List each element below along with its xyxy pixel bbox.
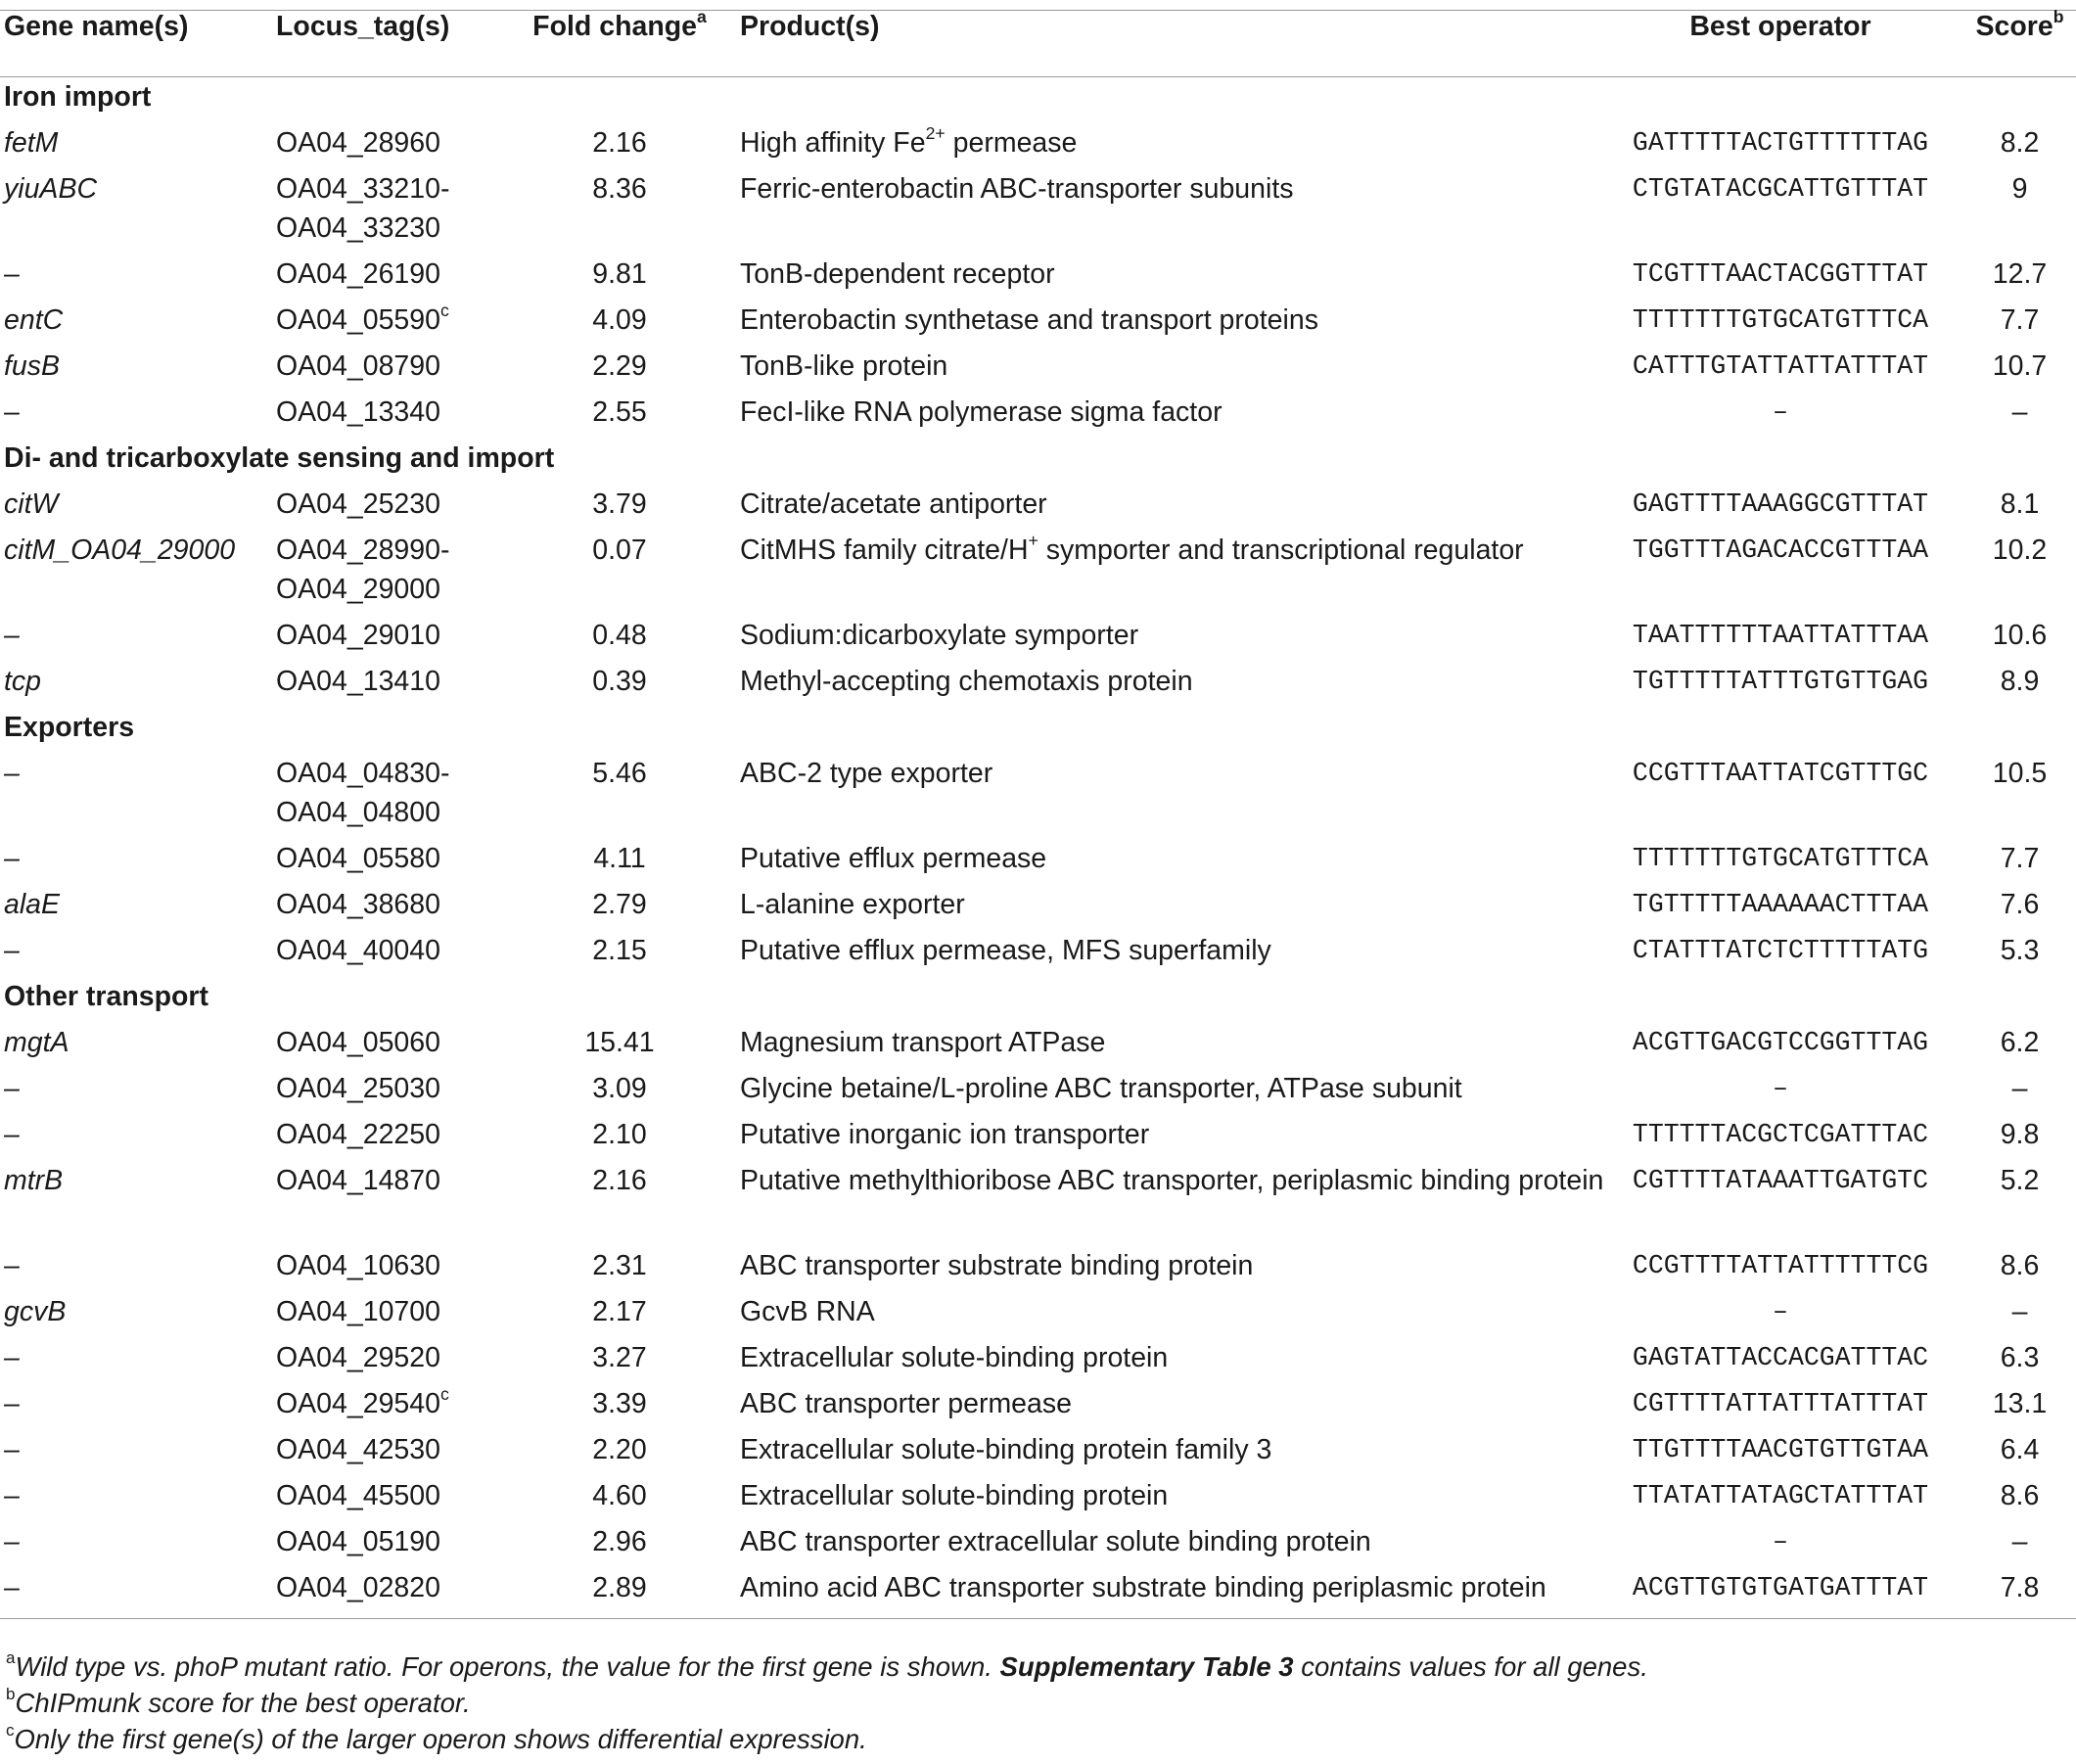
locus-tag: OA04_45500 — [276, 1480, 440, 1511]
best-operator-cell: – — [1773, 1074, 1788, 1103]
locus-tag: OA04_13410 — [276, 666, 440, 697]
gene-name-cell: – — [4, 620, 20, 651]
gene-name-cell: fetM — [4, 127, 59, 159]
product-text: Magnesium transport ATPase — [740, 1027, 1106, 1058]
locus-tag-cell — [272, 1292, 503, 1338]
fold-change-cell: 4.60 — [592, 1480, 647, 1511]
best-operator-cell: TCGTTTAACTACGGTTTAT — [1632, 259, 1929, 289]
table-row — [0, 1161, 2076, 1246]
score-cell: 12.7 — [1992, 258, 2048, 290]
footnote-b: $^b$ChIPmunk score for the best operator. — [6, 1685, 471, 1718]
score-cell: 7.7 — [2000, 843, 2040, 874]
locus-tag: OA04_14870 — [276, 1165, 440, 1196]
product-text-rest: symporter and transcriptional regulator — [1038, 534, 1524, 566]
fold-change-cell: 2.89 — [503, 1568, 736, 1619]
header-gene: Gene name(s) — [0, 11, 272, 77]
product-cell — [736, 1384, 1597, 1430]
table-row — [0, 485, 2076, 531]
product-cell — [736, 1430, 1597, 1476]
product-cell — [736, 1522, 1597, 1568]
fold-change-cell: 2.16 — [592, 127, 647, 159]
score-cell: 7.6 — [2000, 889, 2040, 920]
best-operator-cell: CATTTGTATTATTATTTAT — [1632, 351, 1929, 381]
gene-name-cell: citM_OA04_29000 — [4, 534, 236, 566]
fold-change-cell: 2.17 — [592, 1296, 647, 1327]
best-operator-cell: – — [1773, 397, 1788, 427]
table-row — [0, 839, 2076, 885]
locus-tag: OA04_33210- — [276, 173, 450, 205]
best-operator-cell: TGTTTTTATTTGTGTTGAG — [1632, 667, 1929, 696]
locus-tag: OA04_29540 — [276, 1388, 440, 1419]
best-operator-cell: CCGTTTTATTATTTTTTCG — [1632, 1251, 1929, 1280]
table-row — [0, 1246, 2076, 1292]
locus-tag: OA04_25030 — [276, 1073, 440, 1104]
best-operator-cell: TGGTTTAGACACCGTTTAA — [1632, 535, 1929, 565]
locus-tag-cell — [272, 1568, 503, 1619]
locus-tag-cell — [272, 1161, 503, 1246]
table-row — [0, 393, 2076, 439]
locus-footnote-mark: c — [439, 300, 449, 320]
locus-tag: OA04_05060 — [276, 1027, 440, 1058]
locus-tag-cell — [272, 485, 503, 531]
table-row — [0, 1115, 2076, 1161]
locus-tag-end: OA04_29000 — [276, 574, 440, 605]
locus-tag: OA04_22250 — [276, 1119, 440, 1150]
best-operator-cell: TGTTTTTAAAAAACTTTAA — [1632, 890, 1929, 919]
fold-change-cell: 3.39 — [592, 1388, 647, 1419]
footnote-c: $^c$Only the first gene(s) of the larger operon shows differential expression. — [6, 1721, 867, 1754]
gene-name-cell: – — [4, 758, 20, 789]
locus-tag-cell — [272, 393, 503, 439]
product-cell — [736, 885, 1597, 931]
table-row — [0, 616, 2076, 662]
footnote-a: $^a$Wild type vs. phoP mutant ratio. For operons, the value for the first gene is shown. Supplementary Table 3 contains values for all genes. — [6, 1648, 1648, 1682]
product-text-rest: permease — [945, 127, 1078, 159]
product-text: Citrate/acetate antiporter — [740, 488, 1047, 520]
locus-tag: OA04_08790 — [276, 350, 440, 382]
score-cell: 5.2 — [2000, 1165, 2040, 1196]
best-operator-cell: TTGTTTTAACGTGTTGTAA — [1632, 1435, 1929, 1464]
gene-name-cell: – — [4, 258, 20, 290]
score-cell: 5.3 — [2000, 935, 2040, 966]
locus-tag: OA04_05190 — [276, 1526, 440, 1557]
score-cell: 8.1 — [2000, 488, 2040, 520]
operon-table — [0, 6, 2076, 1619]
fold-change-cell: 0.48 — [592, 620, 647, 651]
locus-tag-cell — [272, 123, 503, 169]
table-row — [0, 754, 2076, 839]
product-cell — [736, 1292, 1597, 1338]
header-score-footnote-mark: b — [2053, 6, 2064, 26]
product-text: ABC transporter substrate binding protein — [740, 1250, 1254, 1281]
fold-change-cell: 0.07 — [592, 534, 647, 566]
best-operator-cell: CCGTTTAATTATCGTTTGC — [1632, 759, 1929, 788]
product-text: ABC-2 type exporter — [740, 758, 993, 789]
locus-tag-cell — [272, 754, 503, 839]
fold-change-cell: 2.10 — [592, 1119, 647, 1150]
score-cell: 10.6 — [1992, 620, 2048, 651]
header-fold-change: Fold change$^a$ — [503, 11, 736, 77]
table-row — [0, 1069, 2076, 1115]
fold-change-cell: 2.79 — [592, 889, 647, 920]
score-cell: 10.5 — [1992, 758, 2048, 789]
gene-name-cell: alaE — [4, 889, 61, 920]
gene-name-cell: – — [4, 1073, 20, 1104]
product-cell — [736, 531, 1597, 616]
score-cell: – — [2011, 1526, 2028, 1557]
product-cell — [736, 1338, 1597, 1384]
locus-tag: OA04_26190 — [276, 258, 440, 290]
table-row — [0, 1023, 2076, 1069]
gene-name-cell: – — [4, 1480, 20, 1511]
product-cell — [736, 754, 1597, 839]
product-text: Putative methylthioribose ABC transporter, periplasmic binding protein — [740, 1165, 1604, 1196]
table-row — [0, 1522, 2076, 1568]
product-cell — [736, 1246, 1597, 1292]
table-row — [0, 1384, 2076, 1430]
locus-tag-cell — [272, 1246, 503, 1292]
best-operator-cell: GATTTTTACTGTTTTTTAG — [1632, 128, 1929, 158]
product-cell — [736, 301, 1597, 347]
score-cell: 7.8 — [1963, 1568, 2076, 1619]
product-cell — [736, 1069, 1597, 1115]
product-cell — [736, 393, 1597, 439]
table-body — [0, 77, 2076, 1619]
fold-change-cell: 2.96 — [592, 1526, 647, 1557]
locus-tag: OA04_29010 — [276, 620, 440, 651]
locus-tag-cell — [272, 662, 503, 708]
product-text: FecI-like RNA polymerase sigma factor — [740, 396, 1223, 428]
product-text: High affinity Fe — [740, 127, 926, 159]
gene-name-cell: – — [4, 1342, 20, 1373]
score-cell: 6.4 — [2000, 1434, 2040, 1465]
locus-tag-cell — [272, 1069, 503, 1115]
gene-name-cell: – — [4, 1388, 20, 1419]
header-row — [0, 11, 2076, 77]
best-operator-cell: TTTTTTTGTGCATGTTTCA — [1632, 844, 1929, 873]
fold-change-cell: 2.15 — [592, 935, 647, 966]
best-operator-cell: CGTTTTATAAATTGATGTC — [1632, 1166, 1929, 1195]
locus-tag-cell — [272, 1430, 503, 1476]
locus-tag-cell — [272, 255, 503, 301]
product-text: ABC transporter extracellular solute binding protein — [740, 1526, 1371, 1557]
product-text: Methyl-accepting chemotaxis protein — [740, 666, 1193, 697]
product-text: TonB-like protein — [740, 350, 948, 382]
product-text: GcvB RNA — [740, 1296, 875, 1327]
locus-tag: OA04_28990- — [276, 534, 450, 566]
product-text: Putative inorganic ion transporter — [740, 1119, 1150, 1150]
score-cell: 9 — [2011, 173, 2028, 205]
table-row — [0, 1292, 2076, 1338]
product-cell — [736, 169, 1597, 255]
header-locus: Locus_tag(s) — [272, 11, 503, 77]
locus-footnote-mark: c — [439, 1383, 449, 1404]
locus-tag: OA04_28960 — [276, 127, 440, 159]
product-text: Glycine betaine/L-proline ABC transporter, ATPase subunit — [740, 1073, 1462, 1104]
locus-tag-cell — [272, 1522, 503, 1568]
table-row — [0, 1568, 2076, 1619]
score-cell: 10.2 — [1992, 534, 2048, 566]
gene-name-cell: – — [4, 935, 20, 966]
product-text: Amino acid ABC transporter substrate binding periplasmic protein — [740, 1572, 1546, 1603]
product-text: ABC transporter permease — [740, 1388, 1072, 1419]
locus-tag-cell — [272, 1476, 503, 1522]
product-text: CitMHS family citrate/H — [740, 534, 1029, 566]
score-cell: 8.2 — [2000, 127, 2040, 159]
best-operator-cell: ACGTTGACGTCCGGTTTAG — [1632, 1028, 1929, 1057]
locus-tag-cell — [272, 531, 503, 616]
fold-change-cell: 4.11 — [593, 843, 646, 874]
product-text: Extracellular solute-binding protein family 3 — [740, 1434, 1272, 1465]
product-cell — [736, 839, 1597, 885]
product-text: Putative efflux permease — [740, 843, 1047, 874]
locus-tag: OA04_02820 — [276, 1572, 440, 1603]
score-cell: 8.6 — [2000, 1480, 2040, 1511]
fold-change-cell: 9.81 — [592, 258, 647, 290]
gene-name-cell: – — [4, 843, 20, 874]
best-operator-cell: TTTTTTACGCTCGATTTAC — [1632, 1120, 1929, 1149]
fold-change-cell: 3.09 — [592, 1073, 647, 1104]
locus-tag-cell — [272, 885, 503, 931]
table-row — [0, 347, 2076, 393]
product-cell — [736, 931, 1597, 977]
table-row — [0, 123, 2076, 169]
locus-tag: OA04_25230 — [276, 488, 440, 520]
table-row — [0, 301, 2076, 347]
product-text: Extracellular solute-binding protein — [740, 1342, 1169, 1373]
product-text: L-alanine exporter — [740, 889, 965, 920]
locus-tag: OA04_29520 — [276, 1342, 440, 1373]
locus-tag: OA04_40040 — [276, 935, 440, 966]
product-text: Putative efflux permease, MFS superfamily — [740, 935, 1271, 966]
gene-name-cell: – — [4, 1526, 20, 1557]
locus-tag-cell — [272, 169, 503, 255]
fold-change-cell: 2.55 — [592, 396, 647, 428]
score-cell: 7.7 — [2000, 304, 2040, 336]
locus-tag-cell — [272, 839, 503, 885]
section-title: Di- and tricarboxylate sensing and import — [4, 442, 555, 474]
gene-name-cell: yiuABC — [4, 173, 98, 205]
locus-tag-cell — [272, 1023, 503, 1069]
gene-name-cell: entC — [4, 304, 64, 336]
table-footnotes — [6, 1648, 2061, 1757]
fold-change-cell: 15.41 — [584, 1027, 655, 1058]
table-row — [0, 931, 2076, 977]
best-operator-cell: – — [1773, 1527, 1788, 1556]
locus-tag: OA04_38680 — [276, 889, 440, 920]
product-cell — [736, 616, 1597, 662]
best-operator-cell: GAGTTTTAAAGGCGTTTAT — [1632, 489, 1929, 519]
product-cell — [736, 1568, 1597, 1619]
score-cell: 8.6 — [2000, 1250, 2040, 1281]
header-fold-footnote-mark: a — [697, 6, 707, 26]
gene-name-cell: mgtA — [4, 1027, 69, 1058]
score-cell: 13.1 — [1992, 1388, 2048, 1419]
gene-name-cell: – — [4, 1250, 20, 1281]
product-cell — [736, 1115, 1597, 1161]
locus-tag-cell — [272, 1338, 503, 1384]
locus-tag: OA04_13340 — [276, 396, 440, 428]
fold-change-cell: 8.36 — [592, 173, 647, 205]
locus-tag: OA04_10700 — [276, 1296, 440, 1327]
gene-name-cell: mtrB — [4, 1165, 64, 1196]
product-text: Ferric-enterobactin ABC-transporter subunits — [740, 173, 1294, 205]
product-cell — [736, 662, 1597, 708]
score-cell: – — [2011, 1073, 2028, 1104]
product-text: Enterobactin synthetase and transport proteins — [740, 304, 1318, 336]
product-text: Extracellular solute-binding protein — [740, 1480, 1169, 1511]
section-title: Other transport — [4, 981, 209, 1012]
gene-name-cell: fusB — [4, 350, 61, 382]
gene-name-cell: – — [4, 1434, 20, 1465]
locus-tag: OA04_42530 — [276, 1434, 440, 1465]
product-superscript: + — [1028, 530, 1038, 550]
score-cell: 9.8 — [2000, 1119, 2040, 1150]
table-row — [0, 169, 2076, 255]
product-cell — [736, 347, 1597, 393]
best-operator-cell: – — [1773, 1297, 1788, 1326]
locus-tag-end: OA04_33230 — [276, 212, 440, 244]
locus-tag-cell — [272, 931, 503, 977]
fold-change-cell: 2.29 — [592, 350, 647, 382]
product-text: Sodium:dicarboxylate symporter — [740, 620, 1139, 651]
table-row — [0, 1430, 2076, 1476]
best-operator-cell: TTATATTATAGCTATTTAT — [1632, 1481, 1929, 1510]
best-operator-cell: TTTTTTTGTGCATGTTTCA — [1632, 305, 1929, 335]
fold-change-cell: 3.27 — [592, 1342, 647, 1373]
section-row — [0, 977, 2076, 1023]
best-operator-cell: TAATTTTTTAATTATTTAA — [1632, 621, 1929, 650]
score-cell: – — [2011, 1296, 2028, 1327]
product-cell — [736, 1023, 1597, 1069]
header-product: Product(s) — [736, 11, 1597, 77]
section-row — [0, 439, 2076, 485]
fold-change-cell: 5.46 — [592, 758, 647, 789]
score-cell: 6.3 — [2000, 1342, 2040, 1373]
product-cell — [736, 485, 1597, 531]
product-cell — [736, 1161, 1604, 1246]
product-cell — [736, 255, 1597, 301]
best-operator-cell: CGTTTTATTATTTATTTAT — [1632, 1389, 1929, 1418]
best-operator-cell: CTATTTATCTCTTTTTATG — [1632, 936, 1929, 965]
score-cell: 10.7 — [1992, 350, 2048, 382]
locus-tag: OA04_04830- — [276, 758, 450, 789]
product-cell — [736, 1476, 1597, 1522]
section-title: Iron import — [4, 81, 152, 113]
locus-tag: OA04_05580 — [276, 843, 440, 874]
locus-tag-end: OA04_04800 — [276, 797, 440, 828]
table-row — [0, 1338, 2076, 1384]
table-row — [0, 255, 2076, 301]
gene-name-cell: tcp — [4, 666, 42, 697]
score-cell: 6.2 — [2000, 1027, 2040, 1058]
best-operator-cell: GAGTATTACCACGATTTAC — [1632, 1343, 1929, 1372]
product-superscript: 2+ — [925, 122, 946, 143]
locus-tag: OA04_05590 — [276, 304, 440, 336]
header-score: Score$^b$ — [1963, 11, 2076, 77]
section-title: Exporters — [4, 712, 135, 743]
locus-tag-cell — [272, 616, 503, 662]
product-cell — [736, 123, 1597, 169]
table-row — [0, 885, 2076, 931]
product-text: TonB-dependent receptor — [740, 258, 1055, 290]
gene-name-cell: citW — [4, 488, 59, 520]
fold-change-cell: 2.20 — [592, 1434, 647, 1465]
gene-name-cell: – — [4, 1119, 20, 1150]
best-operator-cell: CTGTATACGCATTGTTTAT — [1632, 174, 1929, 204]
locus-tag-cell — [272, 301, 503, 347]
best-operator-cell: ACGTTGTGTGATGATTTAT — [1597, 1568, 1963, 1619]
fold-change-cell: 3.79 — [592, 488, 647, 520]
fold-change-cell: 0.39 — [592, 666, 647, 697]
header-operator: Best operator — [1597, 11, 1963, 77]
locus-tag-cell — [272, 1115, 503, 1161]
locus-tag: OA04_10630 — [276, 1250, 440, 1281]
section-row — [0, 708, 2076, 754]
fold-change-cell: 2.16 — [592, 1165, 647, 1196]
fold-change-cell: 4.09 — [592, 304, 647, 336]
score-cell: 8.9 — [2000, 666, 2040, 697]
section-row — [0, 77, 2076, 124]
table-row — [0, 1476, 2076, 1522]
fold-change-cell: 2.31 — [592, 1250, 647, 1281]
gene-name-cell: gcvB — [4, 1296, 67, 1327]
locus-tag-cell — [272, 1384, 503, 1430]
gene-name-cell: – — [0, 1568, 272, 1619]
gene-name-cell: – — [4, 396, 20, 428]
table-row — [0, 662, 2076, 708]
locus-tag-cell — [272, 347, 503, 393]
score-cell: – — [2011, 396, 2028, 428]
table-row — [0, 531, 2076, 616]
